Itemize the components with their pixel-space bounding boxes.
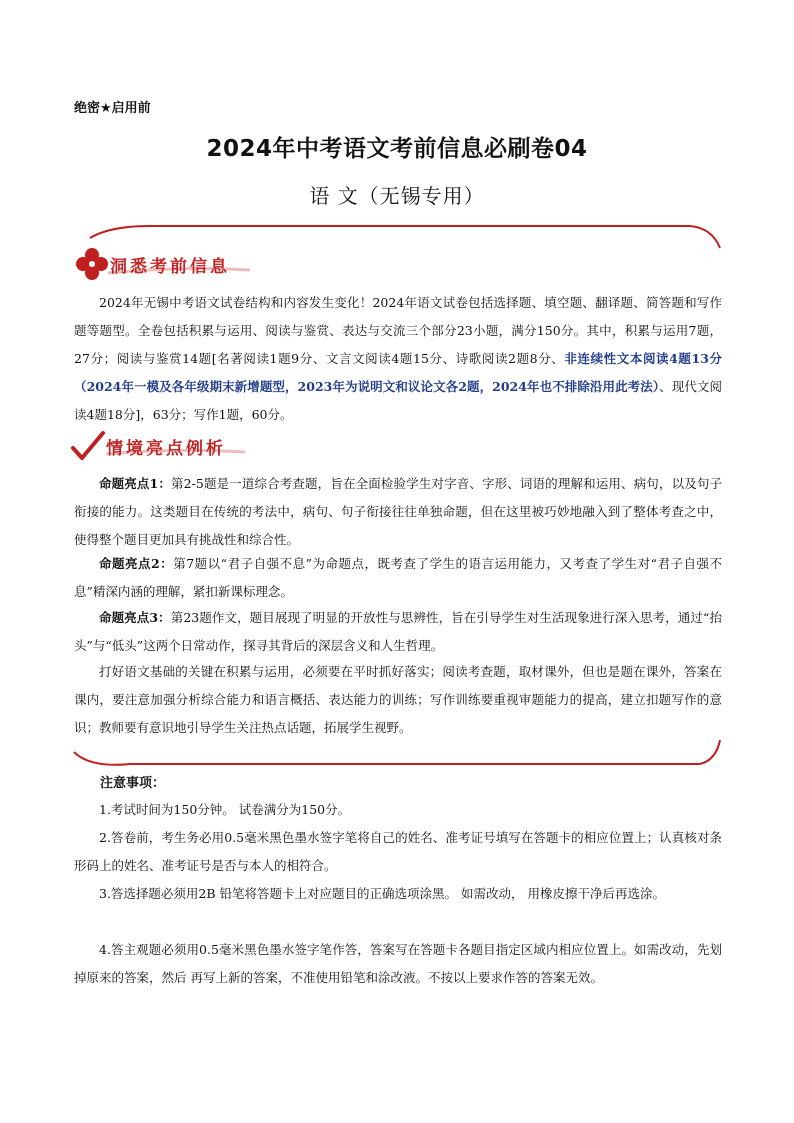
info-text-end: 、现代文阅读4题18分]，63分；写作1题，60分。 [74, 379, 722, 422]
secret-label: 绝密★启用前 [74, 101, 151, 116]
info-paragraph [74, 289, 722, 429]
page-subtitle: 语 文（无锡专用） [309, 184, 485, 208]
page-title: 2024年中考语文考前信息必刷卷04 [206, 136, 588, 162]
section-heading-label: 情境亮点例析 [106, 438, 226, 459]
info-text-highlight: 非连续性文本阅读4题13分（2024年一模及各年级期末新增题型，2023年为说明文和议论文各2题，2024年也不排除沿用此考法） [74, 351, 722, 394]
point-label: 命题亮点3： [99, 610, 171, 625]
section-heading-label: 洞悉考前信息 [110, 256, 230, 277]
frame-top-arc [90, 226, 720, 248]
summary-paragraph: 打好语文基础的关键在积累与运用，必须要在平时抓好落实；阅读考查题，取材课外，但也是题在课外，答案在课内，要注意加强分析综合能力和语言概括、表达能力的训练；写作训练要重视审题能力的提高，建立扣题写作的意识；教师要有意识地引导学生关注热点话题，拓展学生视野。 [74, 664, 722, 735]
point-label: 命题亮点1： [99, 476, 172, 491]
info-text-start: 2024年无锡中考语文试卷结构和内容发生变化！2024年语文试卷包括选择题、填空题、翻译题、简答题和写作题等题型。全卷包括积累与运用、阅读与鉴赏、表达与交流三个部分23小题，满分150分。其中，积累与运用7题，27分；阅读与鉴赏14题[名著阅读1题9分、文言文阅读4题15分、诗歌阅读2题8分、 [74, 295, 722, 366]
highlight-point-1 [74, 470, 722, 554]
clover-icon [74, 246, 110, 282]
note-item: 1.考试时间为150分钟。 试卷满分为150分。 [99, 802, 351, 817]
note-item: 2.答卷前，考生务必用0.5毫米黑色墨水签字笔将自己的姓名、准考证号填写在答题卡的相应位置上；认真核对条形码上的姓名、准考证号是否与本人的相符合。 [74, 830, 722, 873]
note-item: 3.答选择题必须用2B 铅笔将答题卡上对应题目的正确选项涂黑。 如需改动， 用橡皮擦干净后再选涂。 [99, 886, 665, 901]
point-text: 第2-5题是一道综合考查题，旨在全面检验学生对字音、字形、词语的理解和运用、病句，以及句子衔接的能力。这类题目在传统的考法中，病句、句子衔接往往单独命题，但在这里被巧妙地融入到了整体考查之中，使得整个题目更加具有挑战性和综合性。 [74, 476, 722, 547]
point-text: 第23题作文，题目展现了明显的开放性与思辨性，旨在引导学生对生活现象进行深入思考，通过“抬头”与“低头”这两个日常动作，探寻其背后的深层含义和人生哲理。 [74, 610, 722, 653]
point-label: 命题亮点2： [99, 556, 174, 571]
section-heading-highlights [70, 428, 226, 464]
highlight-point-2 [74, 550, 722, 606]
highlight-point-3 [74, 604, 722, 660]
note-item: 4.答主观题必须用0.5毫米黑色墨水签字笔作答，答案写在答题卡各题目指定区域内相应位置上。如需改动，先划掉原来的答案，然后 再写上新的答案，不准使用铅笔和涂改液。不按以上要求作答的答案无效。 [74, 942, 722, 985]
notes-heading: 注意事项： [100, 776, 166, 791]
checkmark-icon [70, 428, 106, 464]
frame-bottom-arc [74, 740, 720, 765]
point-text: 第7题以“君子自强不息”为命题点，既考查了学生的语言运用能力，又考查了学生对“君子自强不息”精深内涵的理解，紧扣新课标理念。 [74, 556, 722, 599]
section-heading-info [74, 246, 230, 282]
